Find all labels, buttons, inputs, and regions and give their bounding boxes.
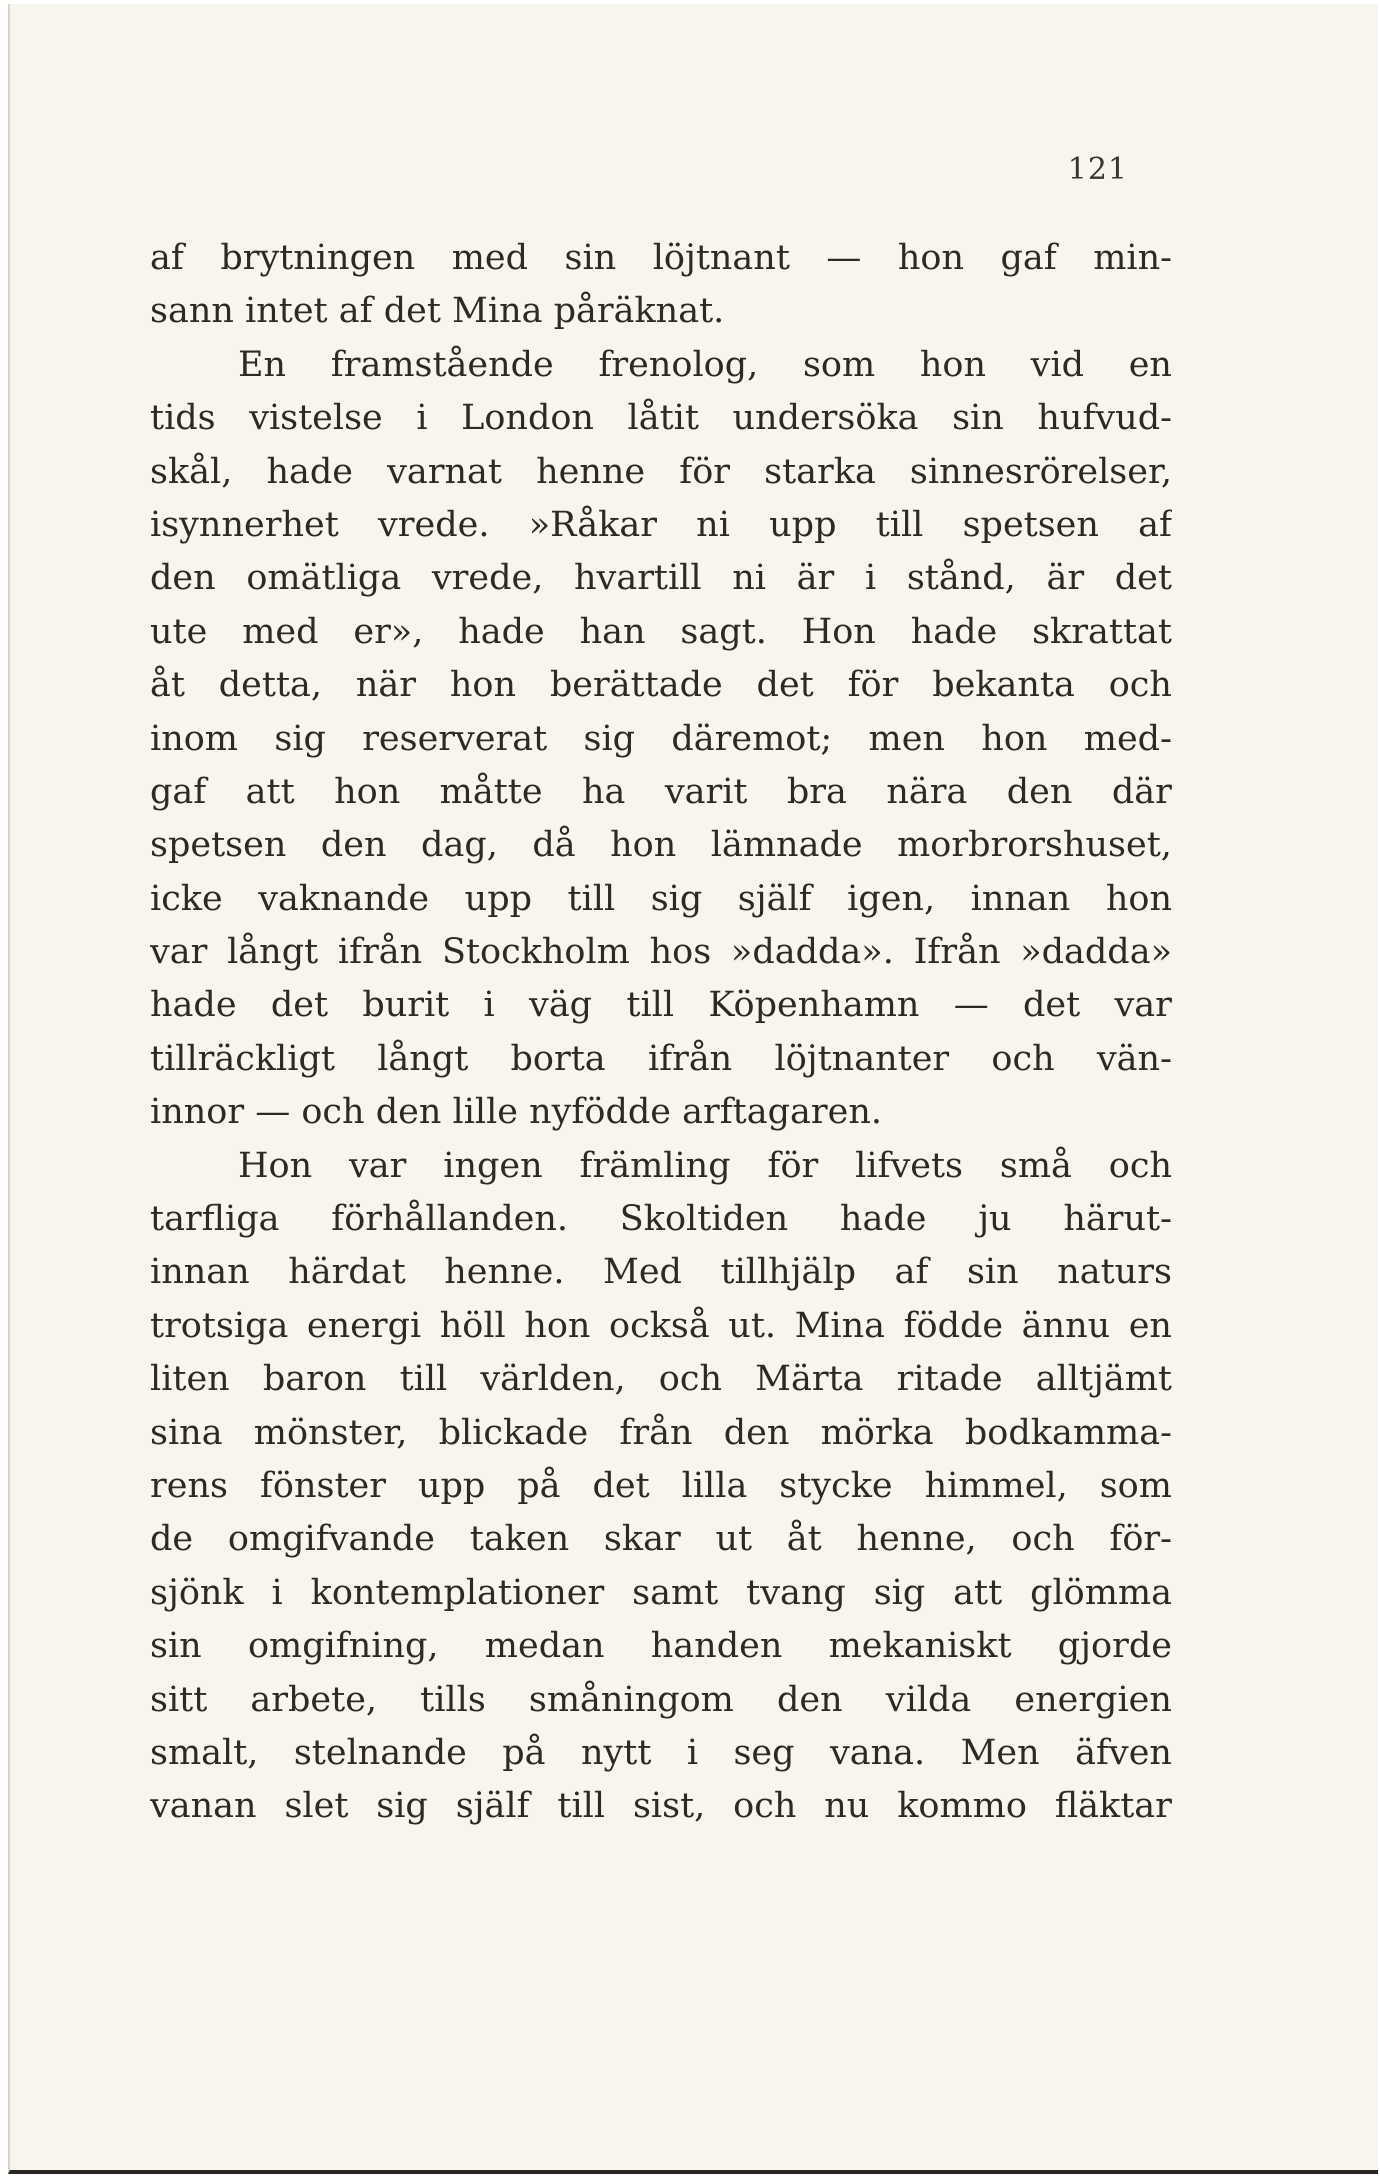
word: morbrorshuset, (897, 825, 1172, 866)
word: blickade (438, 1412, 589, 1453)
word: och (1011, 1519, 1075, 1560)
word: ha (581, 771, 626, 812)
word: åt (786, 1519, 822, 1560)
text-line (150, 1727, 1172, 1780)
word: vän- (1096, 1038, 1172, 1079)
word: hon (919, 344, 986, 385)
text-line (150, 392, 1172, 445)
word: det (383, 291, 453, 332)
word: på (502, 1732, 546, 1773)
text-line (150, 1140, 1172, 1193)
word: ifrån (337, 932, 423, 973)
word: igen, (847, 878, 936, 919)
word: och (1108, 665, 1172, 706)
word: till (626, 985, 675, 1026)
word: spetsen (150, 825, 287, 866)
word: medan (484, 1626, 605, 1667)
word: till (557, 1786, 606, 1827)
word: Med (603, 1252, 682, 1293)
word: själf (455, 1786, 530, 1827)
word: innan (970, 878, 1071, 919)
word: långt (227, 932, 319, 973)
word: och (301, 1092, 376, 1133)
word: naturs (1057, 1252, 1172, 1293)
word: världen, (480, 1359, 626, 1400)
word: den (320, 825, 387, 866)
word: småningom (528, 1679, 734, 1720)
word: lilla (681, 1465, 748, 1506)
word: ut. (728, 1305, 777, 1346)
word: vilda (885, 1679, 972, 1720)
word: en (1128, 344, 1172, 385)
word: sig (873, 1572, 926, 1613)
word: vistelse (249, 398, 383, 439)
word: ute (150, 611, 208, 652)
word: sig (583, 718, 636, 759)
word: omgifvande (227, 1519, 435, 1560)
word: himmel, (924, 1465, 1068, 1506)
text-line (150, 1460, 1172, 1513)
word: hade (266, 451, 353, 492)
word: sann (150, 291, 246, 332)
word: och (1108, 1145, 1172, 1186)
word: hon (449, 665, 517, 706)
text-line (150, 1193, 1172, 1246)
word: upp (417, 1465, 486, 1506)
word: en (1128, 1305, 1172, 1346)
word: spetsen (962, 504, 1099, 545)
text-line (150, 819, 1172, 872)
text-line (150, 606, 1172, 659)
word: mörka (820, 1412, 934, 1453)
text-line (150, 1780, 1172, 1833)
word: borta (510, 1038, 606, 1079)
word: från (619, 1412, 693, 1453)
word: måtte (439, 771, 543, 812)
word: En (238, 344, 287, 385)
word: stånd, (906, 558, 1016, 599)
word: gjorde (1057, 1626, 1172, 1667)
word: hufvud- (1037, 398, 1172, 439)
word: innor (150, 1092, 256, 1133)
word: långt (377, 1038, 469, 1079)
word: ni (696, 504, 730, 545)
word: upp (464, 878, 533, 919)
word: det (1023, 985, 1081, 1026)
word: var (150, 932, 208, 973)
word: sin (564, 238, 617, 278)
text-line (150, 766, 1172, 819)
word: »dadda». (730, 932, 894, 973)
word: löjtnant (652, 238, 790, 278)
word: mönster, (253, 1412, 408, 1453)
word: gaf (150, 771, 207, 812)
word: London (461, 398, 594, 439)
word: sin (952, 398, 1004, 439)
word: ingen (443, 1145, 543, 1186)
text-line (150, 873, 1172, 926)
text-line (150, 1246, 1172, 1299)
word: hon (334, 771, 401, 812)
word: åt (150, 665, 185, 706)
word: baron (262, 1359, 367, 1400)
word: däremot; (671, 718, 833, 759)
word: framstående (330, 344, 554, 385)
text-line (150, 232, 1172, 285)
word: det (592, 1465, 650, 1506)
word: sitt (150, 1679, 208, 1720)
word: ni (732, 558, 766, 599)
word: henne. (444, 1252, 565, 1293)
word: hade (839, 1199, 927, 1240)
word: mekaniskt (828, 1626, 1012, 1667)
word: henne, (856, 1519, 977, 1560)
word: i (483, 985, 495, 1026)
word: henne (536, 451, 646, 492)
word: de (150, 1519, 194, 1560)
word: tids (150, 398, 216, 439)
word: varnat (387, 451, 502, 492)
word: fläktar (1054, 1786, 1172, 1827)
word: äfven (1075, 1732, 1172, 1773)
word: vrede. (378, 504, 490, 545)
word: han (579, 611, 646, 652)
word: den (777, 1679, 843, 1720)
page-number: 121 (1067, 152, 1128, 187)
word: i (864, 558, 877, 599)
text-line (150, 1567, 1172, 1620)
word: trotsiga (150, 1305, 289, 1346)
word: för (679, 451, 730, 492)
text-line (150, 1353, 1172, 1406)
word: ut (715, 1519, 753, 1560)
word: på (517, 1465, 561, 1506)
word: er», (353, 611, 424, 652)
word: härdat (288, 1252, 406, 1293)
word: hade (458, 611, 545, 652)
word: af (150, 238, 184, 278)
word: förhållanden. (331, 1199, 568, 1240)
word: hade (910, 611, 998, 652)
word: gaf (1000, 238, 1057, 278)
word: främling (579, 1145, 731, 1186)
word: Ifrån (913, 932, 1001, 973)
word: omätliga (246, 558, 402, 599)
word: hos (649, 932, 712, 973)
word: energien (1014, 1679, 1172, 1720)
text-line (150, 1620, 1172, 1673)
body-text (150, 232, 1172, 1834)
word: men (868, 718, 945, 759)
word: för- (1109, 1519, 1172, 1560)
word: att (245, 771, 295, 812)
word: intet (245, 291, 339, 332)
word: — (255, 1092, 302, 1133)
word: Mina (794, 1305, 886, 1346)
word: af (894, 1252, 929, 1293)
word: smalt, (150, 1732, 259, 1773)
word: skål, (150, 451, 233, 492)
word: den (150, 558, 216, 599)
word: sjönk (150, 1572, 244, 1613)
word: sig (274, 718, 326, 759)
word: Men (960, 1732, 1040, 1773)
text-line (150, 499, 1172, 552)
word: som (802, 344, 876, 385)
word: vid (1030, 344, 1085, 385)
word: nära (886, 771, 968, 812)
word: starka (764, 451, 876, 492)
word: sin (966, 1252, 1019, 1293)
word: »dadda» (1020, 932, 1172, 973)
word: är (796, 558, 835, 599)
word: omgifning, (247, 1626, 439, 1667)
word: också (609, 1305, 710, 1346)
word: vaknande (258, 878, 430, 919)
word: till (875, 504, 924, 545)
word: i (271, 1572, 283, 1613)
word: var (1114, 985, 1172, 1026)
word: det (270, 985, 329, 1026)
word: arftagaren. (682, 1092, 882, 1133)
word: isynnerhet (150, 504, 339, 545)
word: sig (376, 1786, 428, 1827)
word: bra (786, 771, 847, 812)
word: höll (439, 1305, 506, 1346)
word: arbete, (250, 1679, 378, 1720)
word: tills (420, 1679, 486, 1720)
word: sinnesrörelser, (909, 451, 1172, 492)
text-line (150, 552, 1172, 605)
text-line (150, 926, 1172, 979)
text-line (150, 713, 1172, 766)
word: tillräckligt (150, 1038, 335, 1079)
word: där (1111, 771, 1172, 812)
word: den (1006, 771, 1073, 812)
word: hon (610, 825, 677, 866)
word: nytt (580, 1732, 652, 1773)
text-line (150, 1513, 1172, 1566)
word: sig (650, 878, 703, 919)
text-line (150, 979, 1172, 1032)
word: »Råkar (528, 504, 657, 545)
word: Stockholm (441, 932, 630, 973)
word: — (826, 238, 862, 278)
word: den (375, 1092, 453, 1133)
word: påräknat. (553, 291, 725, 332)
word: reserverat (362, 718, 548, 759)
word: glömma (1030, 1572, 1172, 1613)
word: af (338, 291, 384, 332)
word: dag, (421, 825, 498, 866)
word: tillhjälp (720, 1252, 857, 1293)
word: vana. (829, 1732, 926, 1773)
word: hon (1105, 878, 1172, 919)
word: sagt. (680, 611, 767, 652)
word: lifvets (855, 1145, 963, 1186)
word: — (953, 985, 989, 1026)
word: frenolog, (598, 344, 759, 385)
word: varit (664, 771, 748, 812)
word: den (723, 1412, 790, 1453)
word: löjtnanter (774, 1038, 950, 1079)
word: seg (733, 1732, 795, 1773)
text-line (150, 1674, 1172, 1727)
text-line (150, 339, 1172, 392)
word: tarfliga (150, 1199, 280, 1240)
word: i (686, 1732, 699, 1773)
word: Köpenhamn (708, 985, 920, 1026)
word: med (242, 611, 319, 652)
word: då (532, 825, 576, 866)
word: vrede, (431, 558, 544, 599)
word: Hon (238, 1145, 313, 1186)
word: bodkamma- (964, 1412, 1172, 1453)
word: och (733, 1786, 797, 1827)
word: samt (632, 1572, 719, 1613)
text-line (150, 1300, 1172, 1353)
word: icke (150, 878, 223, 919)
word: hade (150, 985, 237, 1026)
word: bekanta (932, 665, 1075, 706)
word: tvang (746, 1572, 846, 1613)
word: små (999, 1145, 1072, 1186)
word: sina (150, 1412, 223, 1453)
word: ännu (1021, 1305, 1111, 1346)
word: är (1046, 558, 1085, 599)
word: burit (362, 985, 450, 1026)
word: vanan (150, 1786, 257, 1827)
text-line (150, 659, 1172, 712)
word: själf (737, 878, 812, 919)
word: Märta (755, 1359, 864, 1400)
word: sist, (632, 1786, 706, 1827)
word: min- (1093, 238, 1172, 278)
word: af (1138, 504, 1172, 545)
word: Skoltiden (619, 1199, 789, 1240)
word: skar (603, 1519, 681, 1560)
word: ritade (896, 1359, 1003, 1400)
word: sin (150, 1626, 202, 1667)
word: att (953, 1572, 1003, 1613)
text-line (150, 1033, 1172, 1086)
word: väg (529, 985, 593, 1026)
word: som (1099, 1465, 1172, 1506)
word: brytningen (220, 238, 416, 278)
text-line (150, 1407, 1172, 1460)
word: till (399, 1359, 448, 1400)
word: nu (824, 1786, 870, 1827)
word: för (847, 665, 899, 706)
word: nyfödde (529, 1092, 683, 1133)
word: upp (769, 504, 837, 545)
text-line (150, 285, 1172, 338)
word: var (349, 1145, 407, 1186)
word: hon (981, 718, 1048, 759)
word: lille (452, 1092, 530, 1133)
word: med (451, 238, 529, 278)
word: födde (903, 1305, 1004, 1346)
word: kontemplationer (310, 1572, 605, 1613)
word: kommo (897, 1786, 1027, 1827)
word: till (567, 878, 616, 919)
word: hon (524, 1305, 591, 1346)
word: inom (150, 718, 238, 759)
word: lämnade (710, 825, 863, 866)
word: berättade (549, 665, 723, 706)
word: ifrån (647, 1038, 733, 1079)
word: innan (150, 1252, 250, 1293)
word: när (355, 665, 417, 706)
word: detta, (218, 665, 323, 706)
word: fönster (259, 1465, 386, 1506)
book-page (8, 4, 1378, 2174)
word: och (991, 1038, 1055, 1079)
word: Mina (452, 291, 554, 332)
word: hon (897, 238, 965, 278)
text-line (150, 446, 1172, 499)
word: stycke (779, 1465, 893, 1506)
word: för (767, 1145, 819, 1186)
word: det (756, 665, 814, 706)
text-line (150, 1086, 1172, 1139)
word: liten (150, 1359, 230, 1400)
word: energi (306, 1305, 422, 1346)
word: taken (469, 1519, 570, 1560)
word: alltjämt (1035, 1359, 1172, 1400)
word: det (1114, 558, 1172, 599)
word: hvartill (574, 558, 702, 599)
word: och (658, 1359, 723, 1400)
word: med- (1083, 718, 1172, 759)
word: ju (978, 1199, 1012, 1240)
word: i (416, 398, 428, 439)
word: undersöka (732, 398, 919, 439)
word: stelnande (293, 1732, 467, 1773)
word: Hon (801, 611, 876, 652)
word: rens (150, 1465, 228, 1506)
word: härut- (1063, 1199, 1172, 1240)
word: slet (284, 1786, 349, 1827)
word: låtit (627, 398, 699, 439)
word: skrattat (1032, 611, 1172, 652)
word: handen (650, 1626, 783, 1667)
